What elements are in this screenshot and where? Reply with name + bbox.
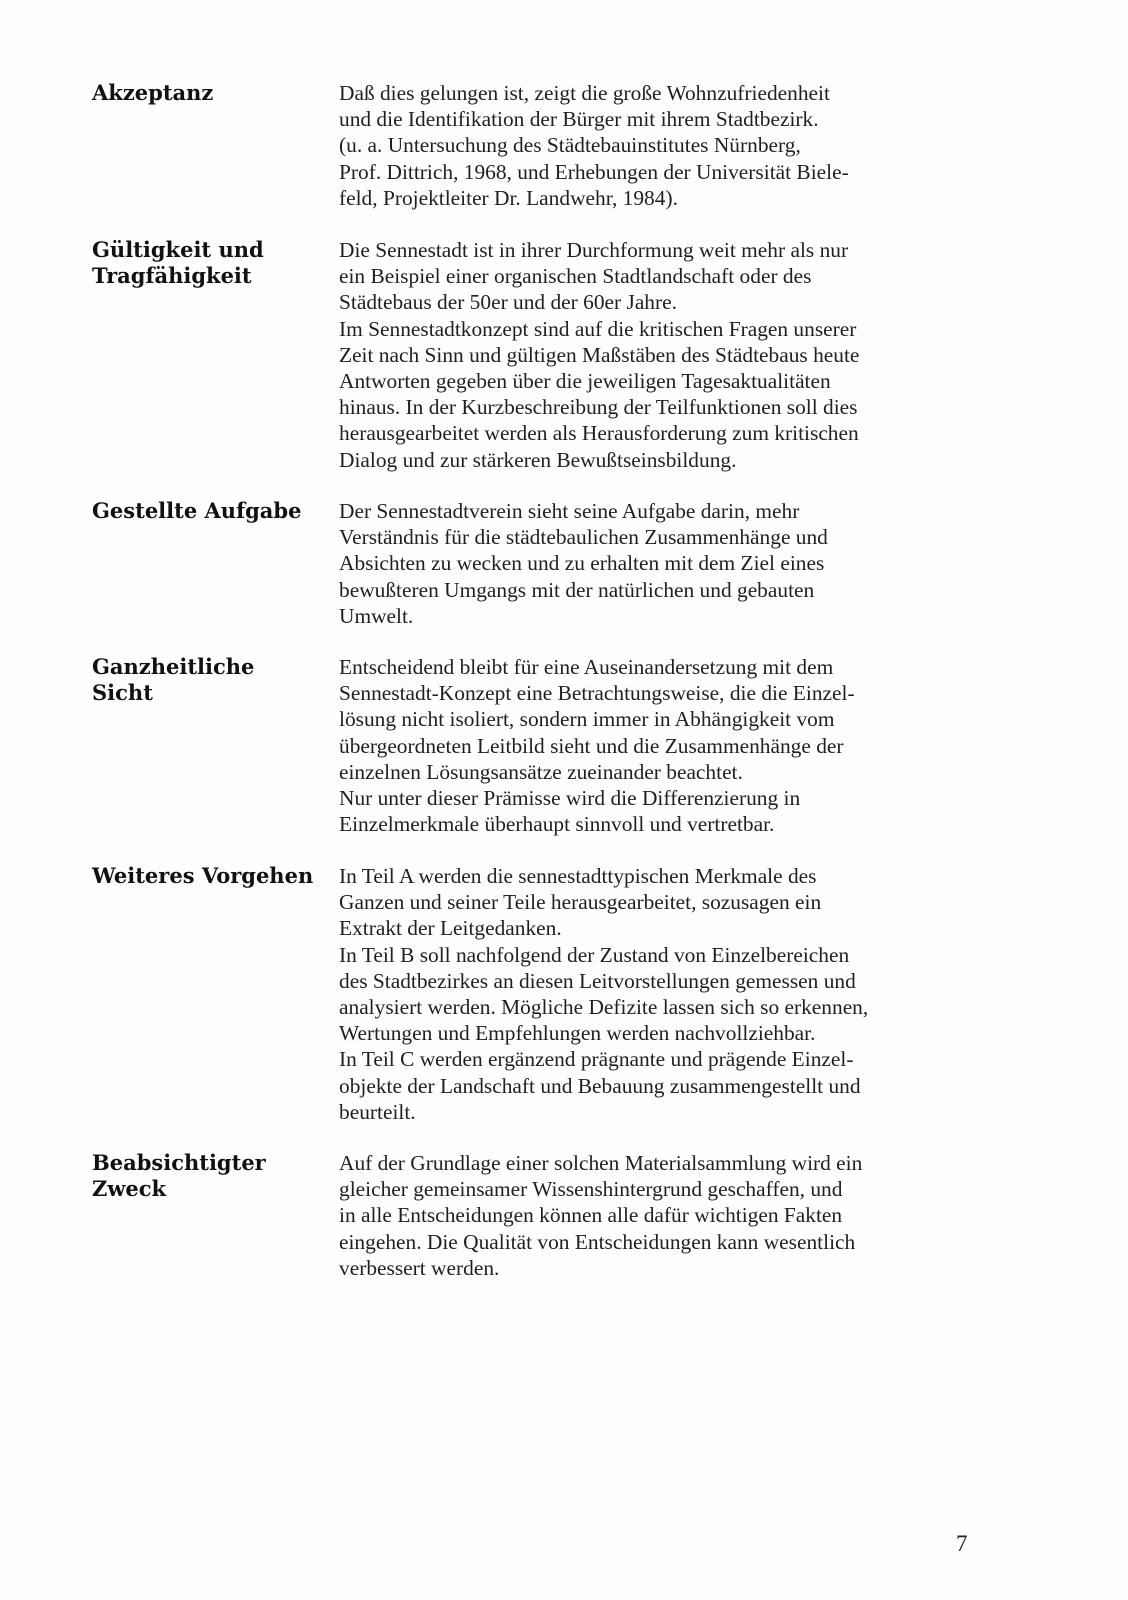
section-heading: Akzeptanz [92, 80, 214, 105]
text-line: Antworten gegeben über die jeweiligen Tagesaktualitäten [339, 369, 831, 394]
section-heading: Gültigkeit und Tragfähigkeit [92, 237, 264, 288]
text-line: lösung nicht isoliert, sondern immer in Abhängigkeit vom [339, 707, 835, 732]
text-line: Dialog und zur stärkeren Bewußtseinsbildung. [339, 447, 737, 472]
text-line: des Stadtbezirkes an diesen Leitvorstellungen gemessen und [339, 968, 856, 993]
text-line: objekte der Landschaft und Bebauung zusammengestellt und [339, 1073, 861, 1098]
text-line: In Teil B soll nachfolgend der Zustand von Einzelbereichen [339, 942, 850, 967]
section-heading: Ganzheitliche Sicht [92, 654, 255, 705]
text-line: gleicher gemeinsamer Wissenshintergrund geschaffen, und [339, 1177, 843, 1202]
text-line: Wertungen und Empfehlungen werden nachvollziehbar. [339, 1021, 816, 1046]
text-line: Prof. Dittrich, 1968, und Erhebungen der Universität Biele- [339, 159, 849, 184]
text-line: Die Sennestadt ist in ihrer Durchformung weit mehr als nur [339, 238, 849, 262]
text-line: Daß dies gelungen ist, zeigt die große Wohnzufriedenheit [339, 81, 830, 105]
text-line: in alle Entscheidungen können alle dafür wichtigen Fakten [339, 1203, 843, 1228]
section-heading: Gestellte Aufgabe [92, 498, 302, 523]
text-line: Umwelt. [339, 603, 414, 628]
text-line: und die Identifikation der Bürger mit ihrem Stadtbezirk. [339, 107, 819, 132]
text-line: Extrakt der Leitgedanken. [339, 916, 562, 941]
text-line: Städtebaus der 50er und der 60er Jahre. [339, 290, 677, 315]
text-line: herausgearbeitet werden als Herausforderung zum kritischen [339, 421, 859, 446]
text-line: Einzelmerkmale überhaupt sinnvoll und vertretbar. [339, 812, 775, 837]
text-line: feld, Projektleiter Dr. Landwehr, 1984). [339, 185, 678, 210]
text-line: Absichten zu wecken und zu erhalten mit dem Ziel eines [339, 551, 825, 576]
text-line: hinaus. In der Kurzbeschreibung der Teilfunktionen soll dies [339, 395, 858, 420]
section-text [339, 654, 979, 837]
text-line: übergeordneten Leitbild sieht und die Zusammenhänge der [339, 733, 844, 758]
section-heading: Beabsichtigter Zweck [92, 1150, 266, 1201]
text-line: Zeit nach Sinn und gültigen Maßstäben des Städtebaus heute [339, 342, 860, 367]
section-heading: Weiteres Vorgehen [92, 863, 314, 888]
text-line: (u. a. Untersuchung des Städtebauinstitutes Nürnberg, [339, 133, 801, 158]
text-line: Auf der Grundlage einer solchen Materialsammlung wird ein [339, 1151, 863, 1175]
text-line: In Teil A werden die sennestadttypischen Merkmale des [339, 864, 817, 888]
text-line: beurteilt. [339, 1099, 416, 1124]
text-line: einzelnen Lösungsansätze zueinander beachtet. [339, 759, 743, 784]
text-line: bewußteren Umgangs mit der natürlichen und gebauten [339, 577, 815, 602]
text-line: eingehen. Die Qualität von Entscheidungen kann wesentlich [339, 1229, 856, 1254]
section-text [339, 237, 979, 473]
text-line: ein Beispiel einer organischen Stadtlandschaft oder des [339, 264, 812, 289]
text-line: Entscheidend bleibt für eine Auseinandersetzung mit dem [339, 655, 834, 679]
text-line: Sennestadt-Konzept eine Betrachtungsweise, die die Einzel- [339, 681, 855, 706]
text-line: Der Sennestadtverein sieht seine Aufgabe darin, mehr [339, 499, 800, 523]
section-text [339, 80, 979, 211]
section-text [339, 1150, 979, 1281]
text-line: verbessert werden. [339, 1255, 500, 1280]
text-line: Verständnis für die städtebaulichen Zusammenhänge und [339, 525, 828, 550]
text-line: Im Sennestadtkonzept sind auf die kritischen Fragen unserer [339, 316, 857, 341]
page-number: 7 [956, 1531, 968, 1556]
section-text [339, 863, 979, 1125]
text-line: Ganzen und seiner Teile herausgearbeitet, sozusagen ein [339, 890, 822, 915]
section-text [339, 498, 979, 629]
text-line: In Teil C werden ergänzend prägnante und prägende Einzel- [339, 1047, 854, 1072]
text-line: analysiert werden. Mögliche Defizite lassen sich so erkennen, [339, 995, 869, 1020]
text-line: Nur unter dieser Prämisse wird die Differenzierung in [339, 786, 801, 811]
